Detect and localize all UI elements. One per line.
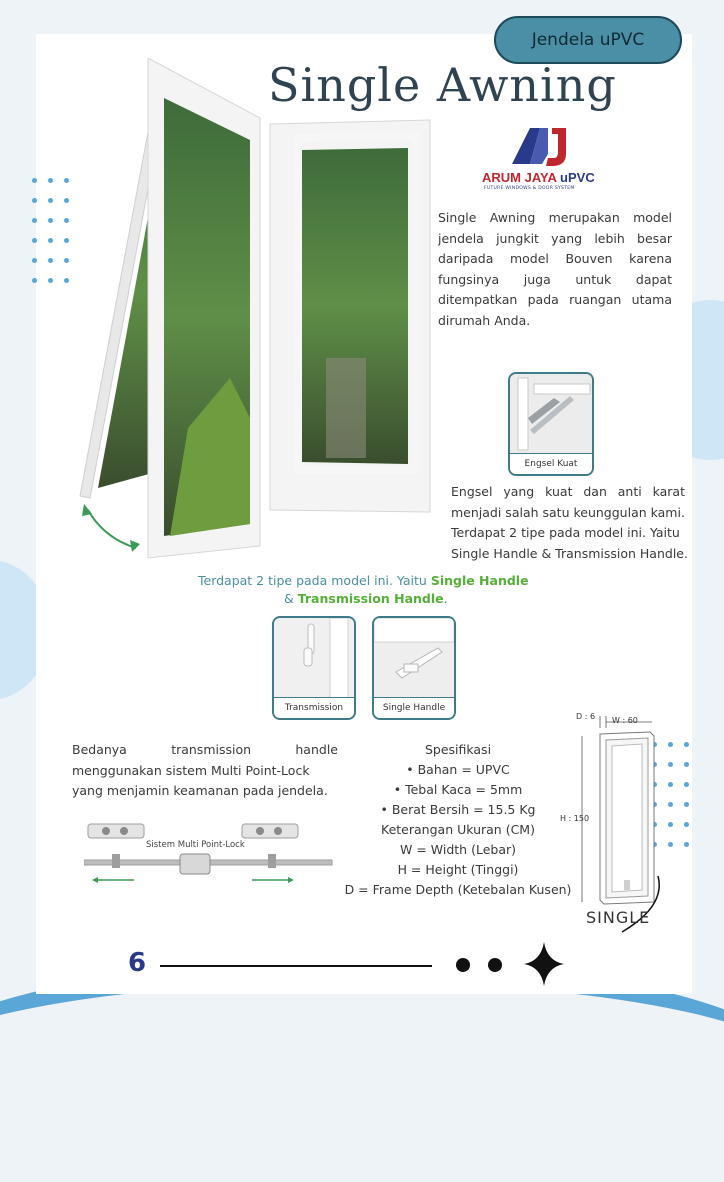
logo-tagline: FUTURE WINDOWS & DOOR SYSTEM: [484, 186, 575, 191]
intro-line: jendela jungkit yang lebih besar: [438, 230, 672, 246]
caption-text: &: [284, 591, 298, 606]
spec-item: • Berat Bersih = 15.5 Kg: [380, 802, 536, 817]
depth-label: D : 6: [576, 712, 596, 721]
intro-line: fungsinya juga untuk dapat: [438, 271, 672, 287]
hinge-thumbnail: [508, 372, 594, 476]
height-label: H : 150: [560, 814, 590, 823]
transmission-thumbnail-label: Transmission: [274, 697, 354, 718]
difference-line: Bedanya transmission handle: [72, 742, 338, 757]
difference-line: menggunakan sistem Multi Point-Lock: [72, 762, 310, 778]
intro-line: dirumah Anda.: [438, 312, 531, 328]
handle-types-caption: [198, 572, 530, 608]
footer-dot: [456, 958, 470, 972]
caption-transmission-handle: Transmission Handle: [297, 591, 444, 606]
hinge-line: Single Handle & Transmission Handle.: [451, 545, 688, 561]
legend-width: W = Width (Lebar): [400, 842, 516, 857]
difference-paragraph: [72, 740, 338, 802]
hinge-image: [510, 374, 592, 454]
difference-line: yang menjamin keamanan pada jendela.: [72, 783, 328, 798]
hinge-line: menjadi salah satu keunggulan kami.: [451, 504, 685, 520]
size-heading: Keterangan Ukuran (CM): [381, 822, 535, 837]
intro-line: Single Awning merupakan model: [438, 210, 672, 225]
legend-depth: D = Frame Depth (Ketebalan Kusen): [344, 882, 572, 897]
intro-line: daripada model Bouven karena: [438, 251, 672, 266]
caption-text: .: [443, 591, 448, 606]
category-badge: Jendela uPVC: [494, 16, 682, 64]
hinge-line: Engsel yang kuat dan anti karat: [451, 484, 685, 499]
footer-dot: [488, 958, 502, 972]
hinge-line: Terdapat 2 tipe pada model ini. Yaitu: [451, 525, 680, 540]
caption-single-handle: Single Handle: [430, 573, 529, 588]
multi-point-lock-image: [84, 820, 334, 892]
page-number: 6: [128, 948, 147, 978]
single-handle-image: [374, 618, 454, 700]
hinge-paragraph: [451, 482, 688, 564]
company-logo: [482, 124, 602, 200]
awning-window-image: [70, 58, 440, 568]
specification-block: [340, 740, 576, 900]
intro-paragraph: [438, 208, 672, 331]
multi-point-lock-label: Sistem Multi Point-Lock: [146, 840, 245, 850]
logo-mark-icon: [482, 124, 602, 170]
legend-height: H = Height (Tinggi): [397, 862, 519, 877]
hinge-thumbnail-label: Engsel Kuat: [510, 453, 592, 474]
width-label: W : 60: [612, 716, 638, 725]
diagram-name: SINGLE: [586, 908, 651, 927]
logo-wordmark: ARUM JAYA uPVC: [482, 170, 595, 185]
intro-line: ditempatkan pada ruangan utama: [438, 292, 672, 307]
spec-heading: Spesifikasi: [424, 742, 492, 757]
transmission-handle-image: [274, 618, 354, 700]
page-title: Single Awning: [268, 58, 617, 112]
transmission-thumbnail: [272, 616, 356, 720]
single-handle-thumbnail: [372, 616, 456, 720]
spec-item: • Tebal Kaca = 5mm: [393, 782, 523, 797]
single-handle-thumbnail-label: Single Handle: [374, 697, 454, 718]
caption-text: Terdapat 2 tipe pada model ini. Yaitu: [198, 573, 431, 588]
spec-item: • Bahan = UPVC: [406, 762, 510, 777]
sparkle-icon: [524, 942, 564, 986]
footer-line: [160, 965, 432, 967]
